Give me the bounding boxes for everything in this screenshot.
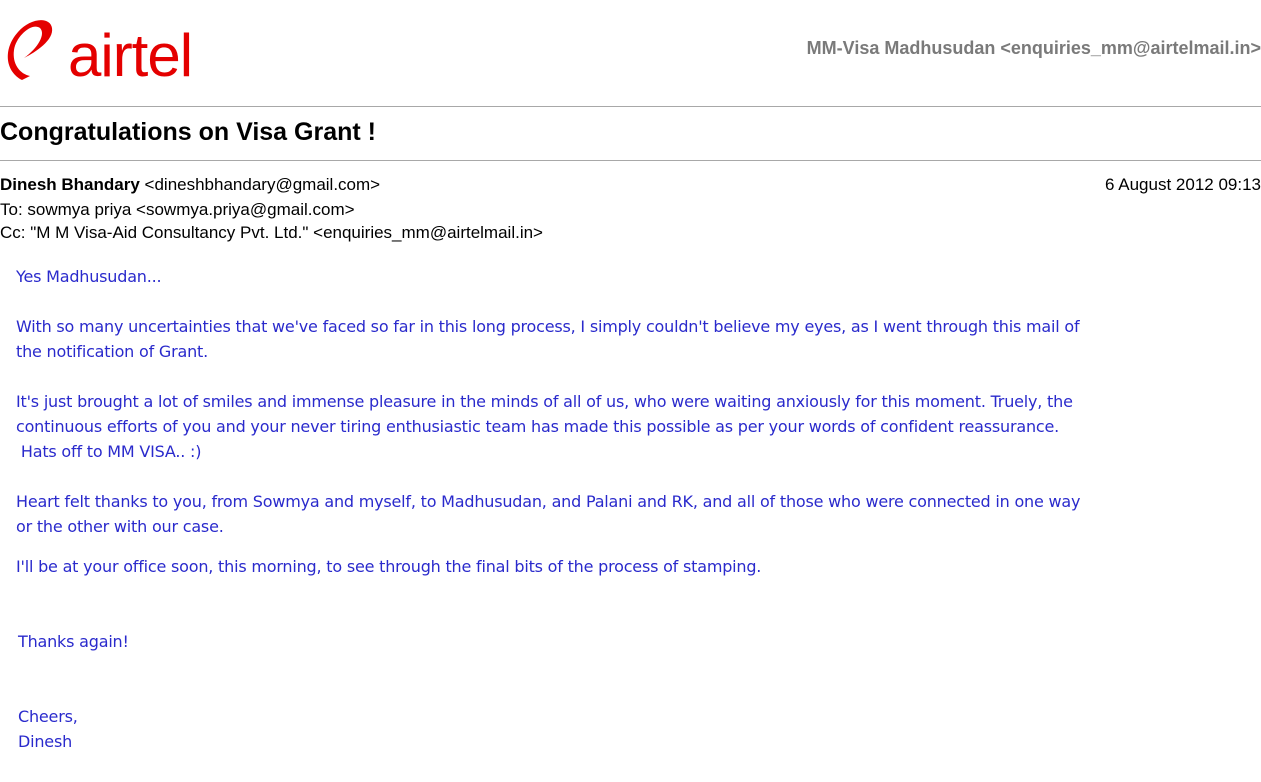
logo-wordmark: airtel [68,22,193,84]
airtel-logo [0,14,215,84]
email-subject: Congratulations on Visa Grant ! [0,118,376,146]
body-paragraph-3-line-1: Heart felt thanks to you, from Sowmya and myself, to Madhusudan, and Palani and RK, and all of those who were connected in one way [16,492,1081,511]
body-thanks: Thanks again! [18,632,129,651]
body-greeting: Yes Madhusudan... [16,267,162,286]
from-line [0,175,380,195]
body-signature: Dinesh [18,732,73,751]
body-closing: Cheers, [18,707,78,726]
subject-divider [0,160,1261,161]
mail-header [0,0,1261,107]
sender-name: Dinesh Bhandary [0,175,140,194]
cc-line: Cc: "M M Visa-Aid Consultancy Pvt. Ltd." <enquiries_mm@airtelmail.in> [0,223,543,242]
body-paragraph-2-line-2: continuous efforts of you and your never tiring enthusiastic team has made this possible as per your words of confident reassurance. [16,417,1060,436]
email-date: 6 August 2012 09:13 [1105,175,1261,194]
body-paragraph-3-line-2: or the other with our case. [16,517,224,536]
body-paragraph-4: I'll be at your office soon, this morning, to see through the final bits of the process of stamping. [16,557,762,576]
body-paragraph-1-line-2: the notification of Grant. [16,342,208,361]
body-paragraph-2-line-3: Hats off to MM VISA.. :) [16,442,202,461]
account-address: MM-Visa Madhusudan <enquiries_mm@airtelmail.in> [806,38,1261,58]
to-line: To: sowmya priya <sowmya.priya@gmail.com> [0,200,355,219]
body-paragraph-1-line-1: With so many uncertainties that we've faced so far in this long process, I simply couldn't believe my eyes, as I went through this mail of [16,317,1080,336]
body-paragraph-2-line-1: It's just brought a lot of smiles and immense pleasure in the minds of all of us, who were waiting anxiously for this moment. Truely, the [16,392,1073,411]
sender-email: <dineshbhandary@gmail.com> [139,175,381,194]
